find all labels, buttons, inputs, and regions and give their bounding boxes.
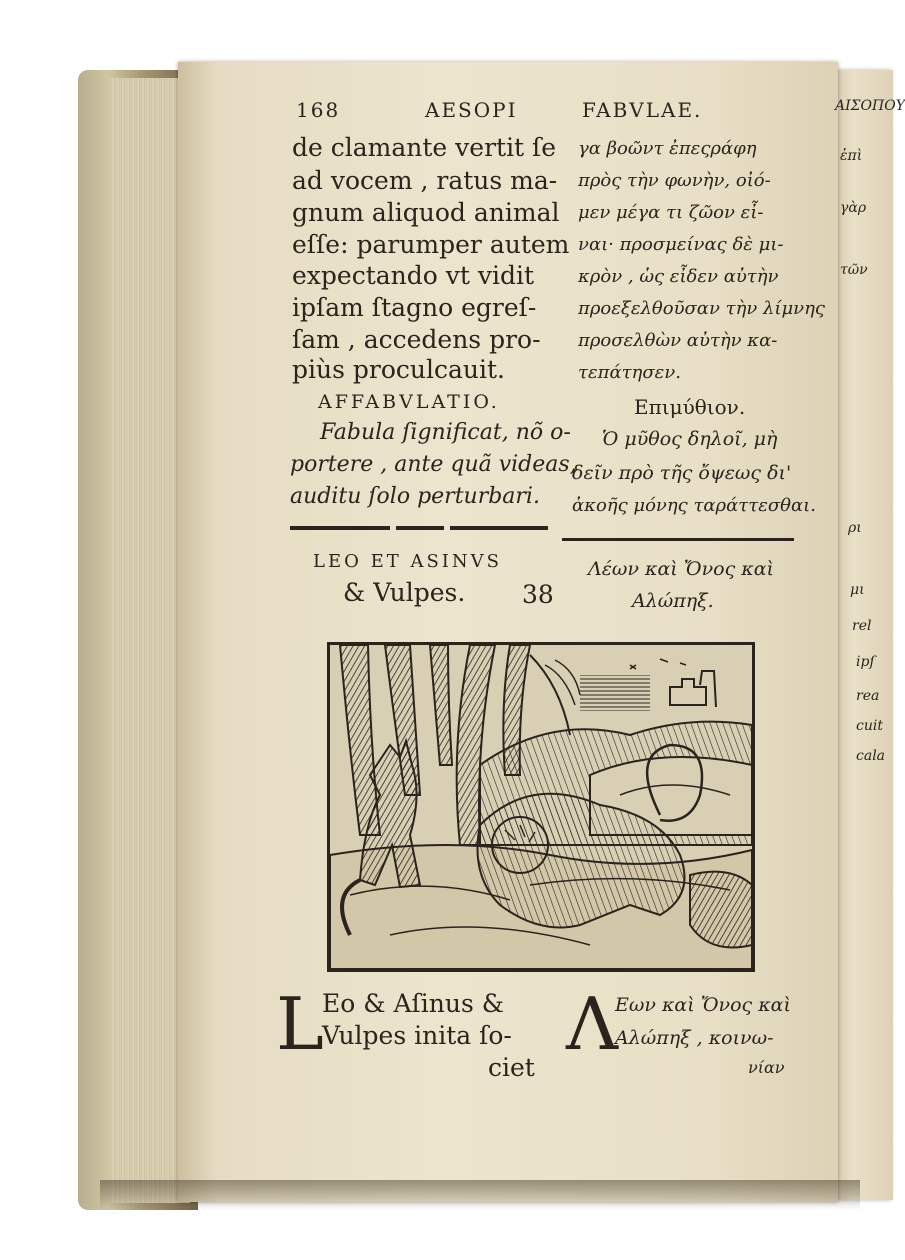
- greek-line: γα βοῶντ ἐπεςράφη: [578, 138, 757, 159]
- divider-rule: [562, 538, 794, 541]
- running-head-right: FABVLAE.: [582, 98, 703, 122]
- latin-line: Eo & Aſinus &: [322, 989, 504, 1018]
- greek-line: τεπάτησεν.: [578, 362, 681, 383]
- book-shadow: [100, 1180, 860, 1210]
- latin-moral-heading: AFFABVLATIO.: [318, 391, 500, 413]
- facing-page-text: ΑΙΣΟΠΟΥ: [835, 98, 905, 114]
- fable-number: 38: [522, 580, 554, 609]
- latin-moral-line: auditu ſolo perturbari.: [290, 484, 540, 509]
- greek-moral-line: Ὁ μῦθος δηλοῖ, μὴ: [602, 428, 778, 450]
- greek-fable-title: Λέων καὶ Ὄνος καὶ: [588, 558, 774, 580]
- running-head-left: AESOPI: [425, 98, 518, 122]
- facing-page-text: τῶν: [840, 262, 868, 278]
- next-fable-subtitle: & Vulpes.: [343, 578, 466, 607]
- facing-page-text: cala: [856, 748, 886, 764]
- latin-line: piùs proculcauit.: [292, 355, 505, 384]
- lion-ass-fox-woodcut: [330, 645, 752, 969]
- latin-line: ſam , accedens pro-: [292, 325, 541, 354]
- greek-line: Εων καὶ Ὄνος καὶ: [615, 994, 791, 1016]
- greek-line: μεν μέγα τι ζῶον εἶ-: [578, 202, 764, 223]
- greek-fable-subtitle: Αλώπηξ.: [632, 590, 714, 612]
- facing-page-text: rel: [852, 618, 872, 634]
- facing-page-text: rea: [856, 688, 880, 704]
- divider-rule: [396, 526, 444, 530]
- greek-moral-line: δεῖν πρὸ τῆς ὄψεως δι': [572, 462, 792, 484]
- greek-line: Αλώπηξ , κοινω-: [615, 1027, 774, 1049]
- latin-line: ciet: [488, 1053, 535, 1082]
- latin-moral-line: Fabula ſignificat, nõ o-: [320, 420, 571, 445]
- greek-line: ναι· προσμείνας δὲ μι-: [578, 234, 784, 255]
- latin-line: expectando vt vidit: [292, 261, 535, 290]
- greek-dropcap: Λ: [566, 982, 618, 1066]
- latin-line: Vulpes inita ſo-: [322, 1021, 512, 1050]
- latin-line: ipſam ſtagno egreſ-: [292, 293, 537, 322]
- page-number: 168: [296, 98, 341, 122]
- latin-dropcap: L: [276, 982, 324, 1066]
- greek-moral-line: ἀκοῆς μόνης ταράττεσθαι.: [572, 495, 816, 516]
- divider-rule: [290, 526, 390, 530]
- divider-rule: [450, 526, 548, 530]
- greek-moral-heading: Επιμύθιον.: [634, 395, 746, 419]
- latin-line: ad vocem , ratus ma-: [292, 166, 558, 195]
- facing-page-text: ἐπὶ: [840, 148, 863, 164]
- latin-moral-line: portere , ante quã videas,: [290, 452, 577, 477]
- greek-line: κρὸν , ὡς εἶδεν αὐτὴν: [578, 266, 779, 287]
- facing-page-text: ρι: [848, 520, 862, 536]
- next-fable-title: LEO ET ASINVS: [313, 551, 502, 572]
- facing-page-text: cuit: [856, 718, 883, 734]
- facing-page-text: ipſ: [856, 654, 875, 670]
- latin-line: eſſe: parumper autem: [292, 230, 570, 259]
- greek-line: προσελθὼν αὐτὴν κα-: [578, 330, 778, 351]
- latin-line: de clamante vertit ſe: [292, 133, 557, 162]
- facing-page-text: γὰρ: [840, 200, 867, 216]
- greek-line: προεξελθοῦσαν τὴν λίμνης: [578, 298, 825, 319]
- latin-line: gnum aliquod animal: [292, 198, 560, 227]
- greek-line: πρὸς τὴν φωνὴν, οἰό-: [578, 170, 771, 191]
- woodcut-illustration: [327, 642, 755, 972]
- facing-page-text: μι: [850, 582, 865, 598]
- greek-line: νίαν: [748, 1058, 785, 1077]
